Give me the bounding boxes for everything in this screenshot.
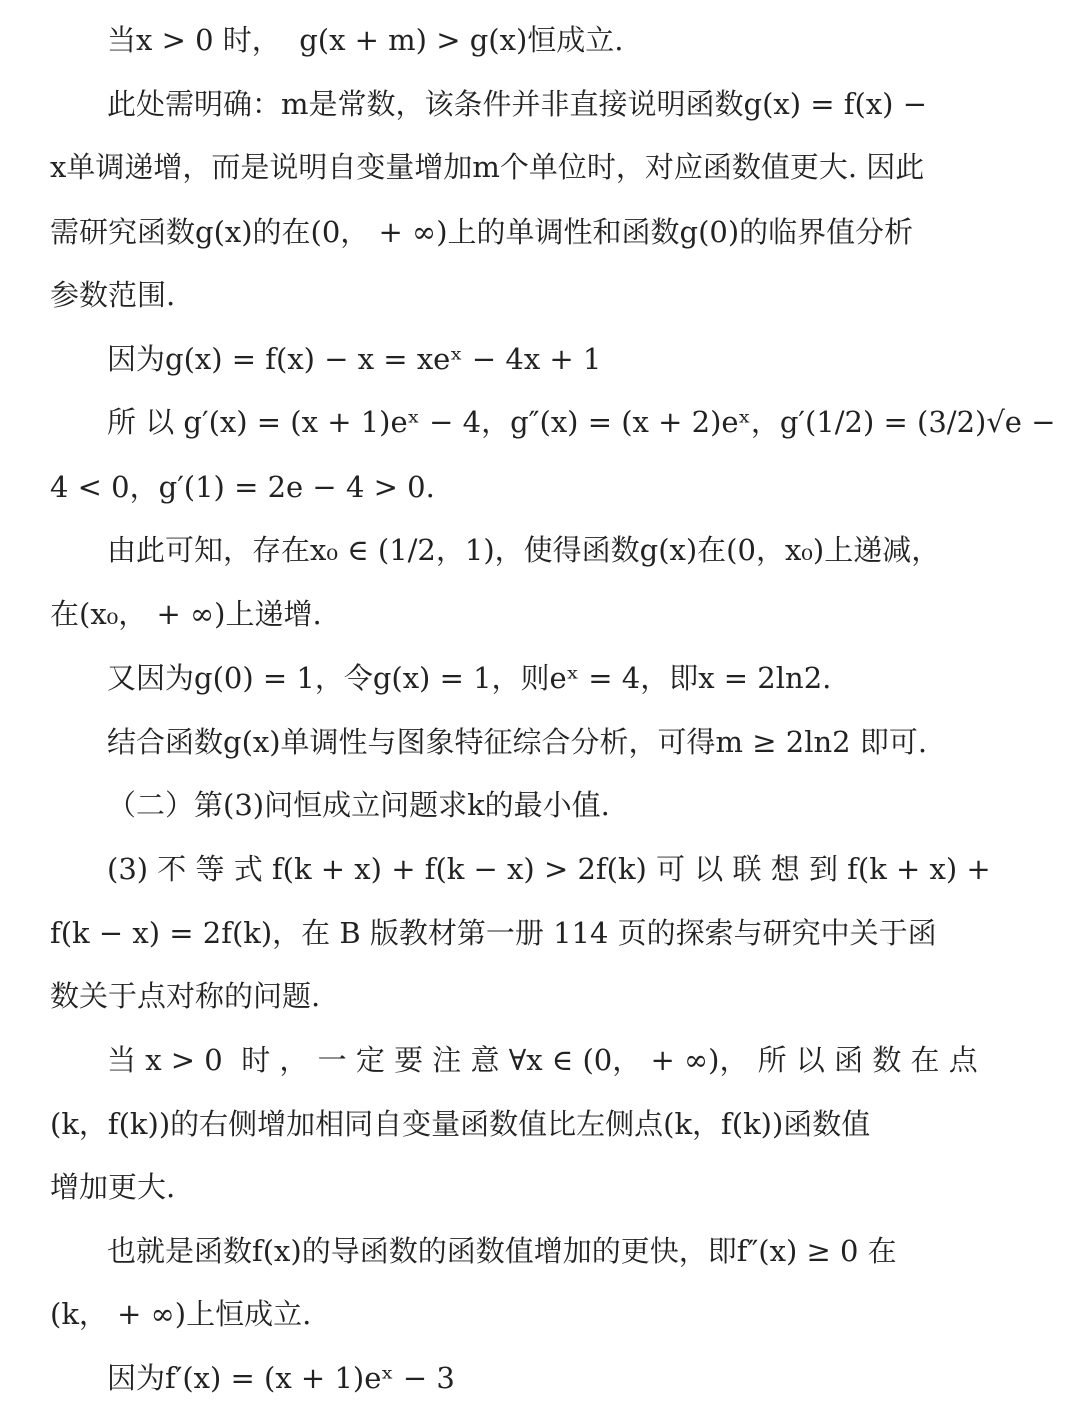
text-line: （二）第(3)问恒成立问题求k的最小值. [107, 788, 610, 822]
text-line: 所 以 g′(x) = (x + 1)eˣ − 4，g″(x) = (x + 2)eˣ，g′(1/2) = (3/2)√e − [107, 405, 1056, 439]
text-line: 也就是函数f(x)的导函数的函数值增加的更快，即f″(x) ≥ 0 在 [107, 1234, 897, 1268]
text-line: (3) 不 等 式 f(k + x) + f(k − x) > 2f(k) 可 以 联 想 到 f(k + x) + [107, 852, 991, 886]
text-line: 参数范围. [50, 278, 176, 312]
text-line: 需研究函数g(x)的在(0， + ∞)上的单调性和函数g(0)的临界值分析 [50, 215, 914, 249]
text-line: 当 x > 0 时 ， 一 定 要 注 意 ∀x ∈ (0， + ∞)， 所 以 函 数 在 点 [107, 1043, 978, 1077]
text-line: 当x > 0 时， g(x + m) > g(x)恒成立. [107, 23, 624, 57]
text-line: (k， + ∞)上恒成立. [50, 1297, 312, 1331]
text-line: 数关于点对称的问题. [50, 979, 321, 1013]
text-line: 4 < 0，g′(1) = 2e − 4 > 0. [50, 470, 435, 504]
text-line: x单调递增，而是说明自变量增加m个单位时，对应函数值更大. 因此 [50, 150, 925, 184]
text-line: 因为f′(x) = (x + 1)eˣ − 3 [107, 1361, 455, 1395]
text-line: 此处需明确：m是常数，该条件并非直接说明函数g(x) = f(x) − [107, 87, 928, 121]
text-line: 增加更大. [50, 1170, 176, 1204]
text-line: f(k − x) = 2f(k)，在 B 版教材第一册 114 页的探索与研究中关于函 [50, 916, 937, 950]
text-line: (k，f(k))的右侧增加相同自变量函数值比左侧点(k，f(k))函数值 [50, 1107, 871, 1141]
text-line: 由此可知，存在x₀ ∈ (1/2，1)，使得函数g(x)在(0，x₀)上递减， [107, 533, 941, 567]
text-line: 因为g(x) = f(x) − x = xeˣ − 4x + 1 [107, 342, 602, 376]
text-line: 在(x₀， + ∞)上递增. [50, 597, 322, 631]
text-line: 又因为g(0) = 1，令g(x) = 1，则eˣ = 4，即x = 2ln2. [107, 661, 832, 695]
text-line: 结合函数g(x)单调性与图象特征综合分析，可得m ≥ 2ln2 即可. [107, 725, 928, 759]
